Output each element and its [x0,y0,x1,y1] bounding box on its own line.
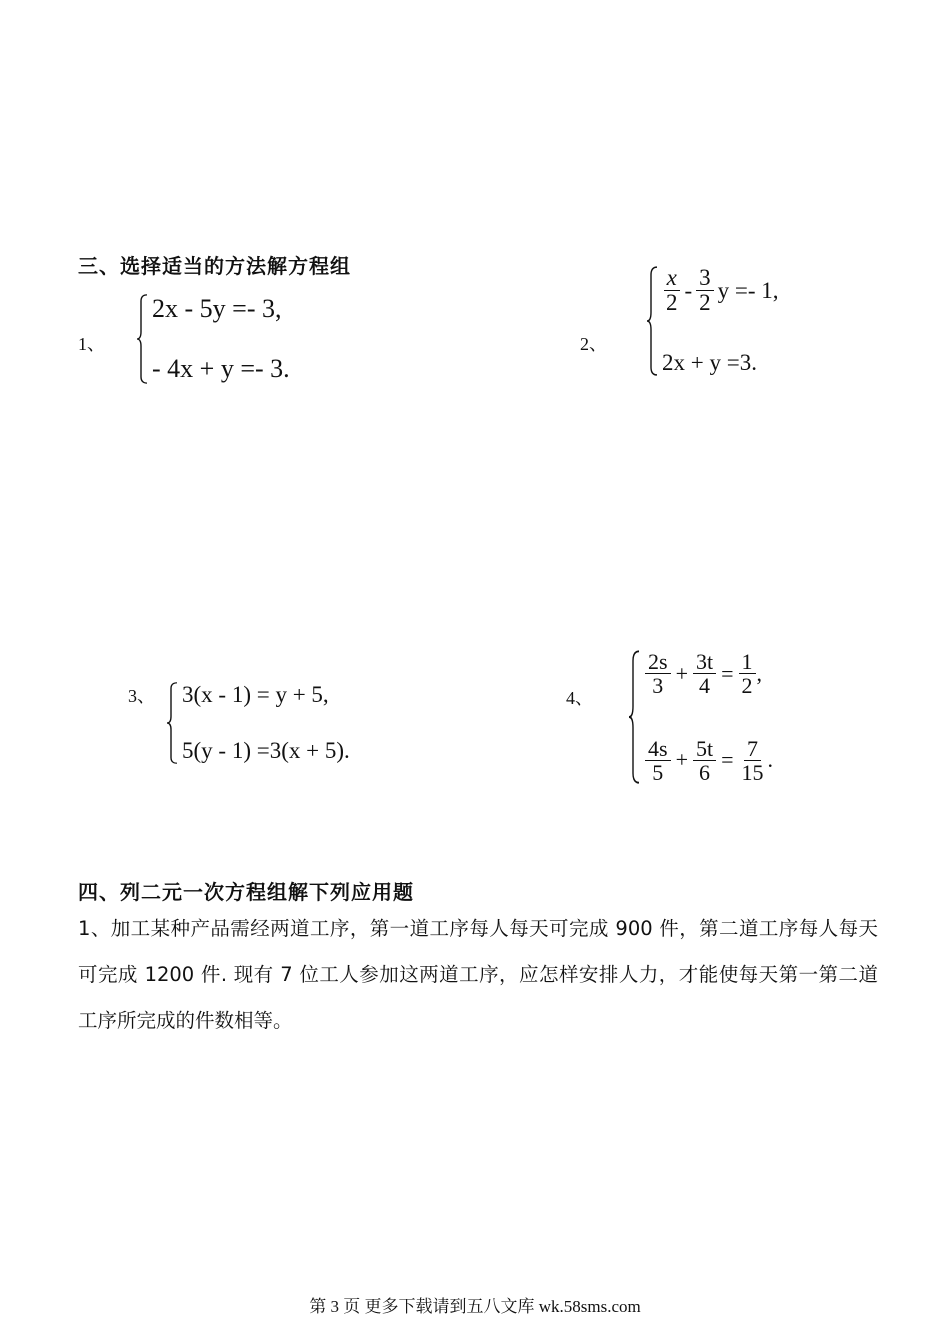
problem-2-label: 2、 [580,334,607,354]
problem-1-eq1: 2x - 5y =- 3, [152,294,282,323]
brace-icon [646,266,658,376]
fraction: $\frac{5t}{6}$ [693,737,716,784]
brace-icon [136,294,148,384]
word-problem-1: 1、加工某种产品需经两道工序，第一道工序每人每天可完成 900 件，第二道工序每人每天可完成 1200 件. 现有 7 位工人参加这两道工序，应怎样安排人力，才能使每天第一第二道工序所完成的件数相等。 [78,917,878,1032]
fraction: $\frac{3t}{4}$ [693,650,716,697]
problem-3-eq2: 5(y - 1) =3(x + 5). [182,738,350,763]
fraction: $\frac{3}{2}$ [696,266,714,315]
problem-2-eq2: 2x + y =3. [662,350,757,375]
fraction: $\frac{2s}{3}$ [645,650,671,697]
brace-icon [166,682,178,764]
problem-1-system [136,294,290,384]
page-footer: 第 3 页 更多下载请到五八文库 wk.58sms.com [309,1297,641,1316]
problem-4-eq2: $\frac{4s}{5}$ + $\frac{5t}{6}$ = $\frac{7}{15}$ . [644,737,773,784]
problem-1-label: 1、 [78,334,105,354]
fraction: $\frac{4s}{5}$ [645,737,671,784]
problem-2-eq1: $\frac{x}{2}$ - $\frac{3}{2}$ y =- 1, [662,266,779,315]
section-4-heading: 四、列二元一次方程组解下列应用题 [78,880,414,904]
problem-1-eq2: - 4x + y =- 3. [152,354,290,383]
problem-3-system [166,682,350,764]
fraction: $\frac{1}{2}$ [739,650,756,697]
fraction: $\frac{x}{2}$ [663,266,681,315]
problem-4-system [628,650,773,784]
problem-3-eq1: 3(x - 1) = y + 5, [182,682,329,707]
section-3-heading: 三、选择适当的方法解方程组 [78,254,351,278]
fraction: $\frac{7}{15}$ [741,735,764,785]
brace-icon [628,650,640,784]
problem-3-label: 3、 [128,686,155,706]
problem-4-label: 4、 [566,688,593,708]
problem-2-system [646,266,779,376]
problem-4-eq1: $\frac{2s}{3}$ + $\frac{3t}{4}$ = $\frac{1}{2}$ , [644,650,773,697]
